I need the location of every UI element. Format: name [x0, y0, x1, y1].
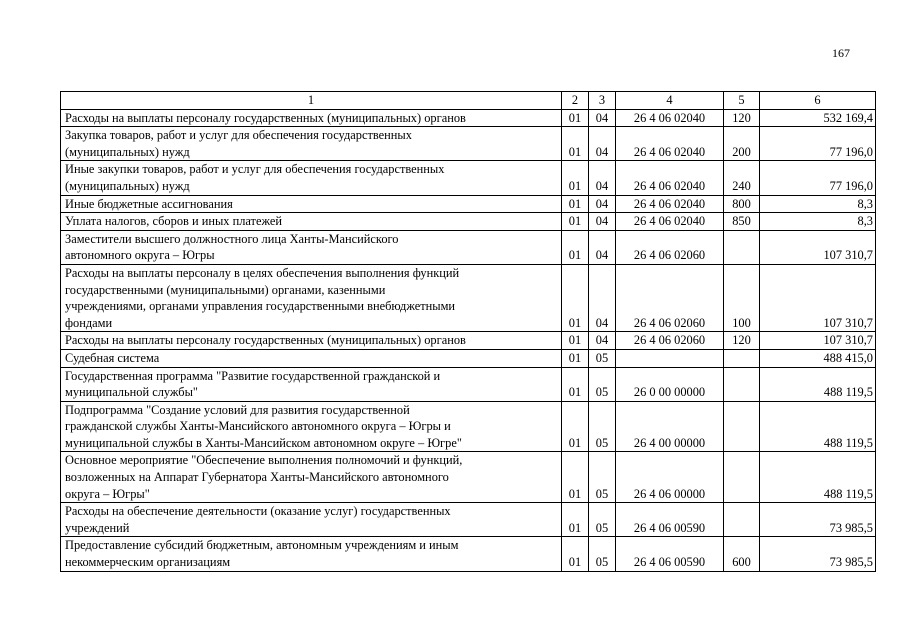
section-code-cell: 01 [562, 349, 589, 367]
expense-type-cell [724, 452, 760, 503]
subsection-code-cell: 05 [589, 537, 616, 571]
expense-type-cell: 120 [724, 109, 760, 127]
subsection-code-cell: 05 [589, 401, 616, 452]
target-article-cell: 26 4 06 02040 [616, 213, 724, 231]
amount-cell: 532 169,4 [760, 109, 876, 127]
target-article-cell: 26 4 06 02060 [616, 264, 724, 331]
amount-cell: 488 415,0 [760, 349, 876, 367]
expense-type-cell: 800 [724, 195, 760, 213]
row-name-line: государственными (муниципальными) органами, казенными [65, 282, 386, 297]
section-code-cell: 01 [562, 503, 589, 537]
row-name-line: гражданской службы Ханты-Мансийского автономного округа – Югры и [65, 419, 451, 434]
row-name-line: возложенных на Аппарат Губернатора Ханты-Мансийского автономного [65, 470, 449, 485]
row-name-cell [61, 349, 562, 367]
row-name-cell [61, 503, 562, 537]
section-code-cell: 01 [562, 230, 589, 264]
table-row [61, 367, 876, 401]
row-name-line: Иные бюджетные ассигнования [65, 196, 233, 211]
table-body [61, 109, 876, 571]
table-row [61, 109, 876, 127]
row-name-cell [61, 230, 562, 264]
section-code-cell: 01 [562, 537, 589, 571]
target-article-cell: 26 4 06 00590 [616, 503, 724, 537]
subsection-code-cell: 05 [589, 452, 616, 503]
row-name-line: Государственная программа "Развитие государственной гражданской и [65, 368, 441, 383]
expense-type-cell: 100 [724, 264, 760, 331]
row-name-line: Расходы на выплаты персоналу в целях обеспечения выполнения функций [65, 265, 460, 280]
section-code-cell: 01 [562, 367, 589, 401]
table-row [61, 230, 876, 264]
subsection-code-cell: 05 [589, 503, 616, 537]
table-row [61, 332, 876, 350]
row-name-line: Иные закупки товаров, работ и услуг для обеспечения государственных [65, 162, 445, 177]
row-name-cell [61, 367, 562, 401]
table-row [61, 213, 876, 231]
target-article-cell: 26 4 06 02040 [616, 127, 724, 161]
section-code-cell: 01 [562, 161, 589, 195]
row-name-line: (муниципальных) нужд [65, 144, 190, 159]
expense-type-cell: 120 [724, 332, 760, 350]
row-name-cell [61, 195, 562, 213]
row-name-line: Расходы на обеспечение деятельности (оказание услуг) государственных [65, 504, 451, 519]
header-cell: 4 [616, 92, 724, 110]
row-name-line: Заместители высшего должностного лица Ханты-Мансийского [65, 231, 399, 246]
row-name-cell [61, 264, 562, 331]
section-code-cell: 01 [562, 127, 589, 161]
expense-type-cell: 850 [724, 213, 760, 231]
row-name-line: Расходы на выплаты персоналу государственных (муниципальных) органов [65, 110, 466, 125]
row-name-cell [61, 332, 562, 350]
row-name-line: учреждениями, органами управления государственными внебюджетными [65, 299, 456, 314]
amount-cell: 77 196,0 [760, 127, 876, 161]
subsection-code-cell: 05 [589, 349, 616, 367]
expense-type-cell: 600 [724, 537, 760, 571]
subsection-code-cell: 04 [589, 213, 616, 231]
subsection-code-cell: 04 [589, 195, 616, 213]
table-row [61, 401, 876, 452]
target-article-cell: 26 4 06 02040 [616, 195, 724, 213]
row-name-cell [61, 537, 562, 571]
subsection-code-cell: 04 [589, 127, 616, 161]
subsection-code-cell: 04 [589, 230, 616, 264]
target-article-cell: 26 4 06 00000 [616, 452, 724, 503]
target-article-cell: 26 4 06 02060 [616, 230, 724, 264]
target-article-cell: 26 4 06 02060 [616, 332, 724, 350]
row-name-line: муниципальной службы" [65, 385, 198, 400]
row-name-line: (муниципальных) нужд [65, 178, 190, 193]
section-code-cell: 01 [562, 264, 589, 331]
target-article-cell: 26 4 06 02040 [616, 109, 724, 127]
table-row [61, 127, 876, 161]
header-cell: 6 [760, 92, 876, 110]
budget-table [60, 91, 876, 572]
amount-cell: 77 196,0 [760, 161, 876, 195]
amount-cell: 8,3 [760, 213, 876, 231]
target-article-cell: 26 4 06 02040 [616, 161, 724, 195]
row-name-line: фондами [65, 315, 113, 330]
table-row [61, 195, 876, 213]
page-number: 167 [832, 46, 850, 60]
table-row [61, 503, 876, 537]
amount-cell: 107 310,7 [760, 264, 876, 331]
subsection-code-cell: 04 [589, 109, 616, 127]
section-code-cell: 01 [562, 332, 589, 350]
row-name-cell [61, 109, 562, 127]
amount-cell: 488 119,5 [760, 452, 876, 503]
table-row [61, 537, 876, 571]
expense-type-cell: 240 [724, 161, 760, 195]
row-name-cell [61, 452, 562, 503]
table-row [61, 161, 876, 195]
amount-cell: 73 985,5 [760, 537, 876, 571]
section-code-cell: 01 [562, 452, 589, 503]
subsection-code-cell: 05 [589, 367, 616, 401]
header-cell: 2 [562, 92, 589, 110]
row-name-line: Закупка товаров, работ и услуг для обеспечения государственных [65, 128, 412, 143]
section-code-cell: 01 [562, 401, 589, 452]
expense-type-cell [724, 230, 760, 264]
row-name-line: Предоставление субсидий бюджетным, автономным учреждениям и иным [65, 538, 459, 553]
amount-cell: 488 119,5 [760, 401, 876, 452]
header-cell: 1 [61, 92, 562, 110]
amount-cell: 8,3 [760, 195, 876, 213]
table-row [61, 452, 876, 503]
target-article-cell: 26 0 00 00000 [616, 367, 724, 401]
table-row [61, 349, 876, 367]
row-name-line: Расходы на выплаты персоналу государственных (муниципальных) органов [65, 333, 466, 348]
row-name-line: учреждений [65, 520, 130, 535]
subsection-code-cell: 04 [589, 332, 616, 350]
row-name-line: Уплата налогов, сборов и иных платежей [65, 214, 283, 229]
row-name-line: муниципальной службы в Ханты-Мансийском автономном округе – Югре" [65, 435, 462, 450]
row-name-cell [61, 127, 562, 161]
row-name-cell [61, 161, 562, 195]
expense-type-cell [724, 349, 760, 367]
section-code-cell: 01 [562, 109, 589, 127]
row-name-line: автономного округа – Югры [65, 248, 215, 263]
section-code-cell: 01 [562, 213, 589, 231]
target-article-cell: 26 4 06 00590 [616, 537, 724, 571]
subsection-code-cell: 04 [589, 161, 616, 195]
row-name-line: округа – Югры" [65, 486, 150, 501]
row-name-line: Судебная система [65, 350, 160, 365]
target-article-cell: 26 4 00 00000 [616, 401, 724, 452]
row-name-line: Основное мероприятие "Обеспечение выполнения полномочий и функций, [65, 453, 463, 468]
row-name-cell [61, 213, 562, 231]
section-code-cell: 01 [562, 195, 589, 213]
subsection-code-cell: 04 [589, 264, 616, 331]
amount-cell: 488 119,5 [760, 367, 876, 401]
table-header-row [61, 92, 876, 110]
row-name-line: Подпрограмма "Создание условий для развития государственной [65, 402, 410, 417]
row-name-cell [61, 401, 562, 452]
row-name-line: некоммерческим организациям [65, 555, 231, 570]
expense-type-cell [724, 503, 760, 537]
amount-cell: 73 985,5 [760, 503, 876, 537]
expense-type-cell [724, 367, 760, 401]
expense-type-cell [724, 401, 760, 452]
table-row [61, 264, 876, 331]
header-cell: 5 [724, 92, 760, 110]
amount-cell: 107 310,7 [760, 230, 876, 264]
expense-type-cell: 200 [724, 127, 760, 161]
amount-cell: 107 310,7 [760, 332, 876, 350]
target-article-cell [616, 349, 724, 367]
header-cell: 3 [589, 92, 616, 110]
